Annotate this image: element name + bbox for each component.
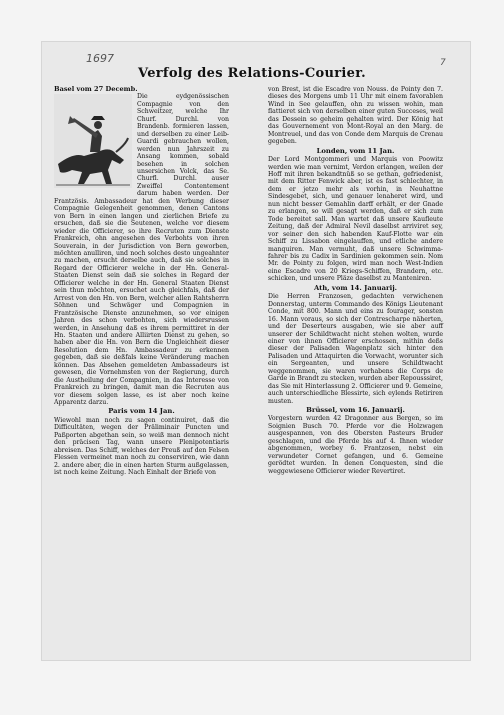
article-paris-body: Wiewohl man noch zu sagen continuiret, daß die Difficultäten, wegen der Präliminair Puncten und Paßporten abgethan sein, so weiß man dennoch nicht den präcisen Tag, wann unsere Plenipotentiaris abreisen. Das Schiff, welches der Preuß auf den Felsen Flessen vermeinet man noch zu conserviren, wie dann 2. andere aber, die in einen harten Sturm außgelassen, ist noch keine Zeitung. Nach Einhalt der Briefe von (54, 416, 229, 477)
article-london-body: Der Lord Montgommeri und Marquis von Poowitz werden wie man vernimt, Verdon erlangen, weilen der Hoff mit ihren bekandtnüß so se gethan, gefriedenist, mit dem Ritter Fenwick aber, ist es fast schlechter, in dem er jetzo mehr als vorhin, in Neuhattne Sindesgebet, sich, und genauer lenaheret wird, und nun nicht besser Gemahlin darff erhält, er der Gnade zu erlangen, so will gesagt werden, daß er sich zum Tode bereitet sall. Man wartet daß unsere Kaufleute Zeitung, daß der Admiral Nevil daselbst arriviret sey, vor seiner den sich habenden Kauf-Flotte war ein Schiff zu Lissabon eingelauffen, und etliche andere manquiren. Man vermuht, daß unsere Schwimma-fahrer bis zu Cadix in Sardinien gekommen sein. Nom Mr. de Pointy zu folgen, wird man noch West-Indien eine Escadre von 20 Kriegs-Schiffen, Brandern, etc. schicken, und unsere Pläze daselbst zu Manteniren. (268, 156, 443, 283)
horseman-woodcut-icon (54, 94, 132, 188)
article-ath-body: Die Herren Franzosen, gedachten verwichenen Donnerstag, unterm Commando des Königs Lieutenant Conde, mit 800. Mann und eins zu fourager, sonsten 16. Mann voraus, so sich der Contrescharpe näherten, und der Deserteurs ausgaben, wie sie aber auff unserer der Schildtwacht nicht stehen wolten, wurde einer von ihnen Officierer erschossen, mithin deßs dieser der Palisaden Wagenplatz sich hinter den Palisaden und Attaquirten die Vorwacht, worunter sich ein Sergeanten, und unsere Schildtwacht weggenommen, sie waren vorhabens die Corps de Garde in Brandt zu stecken, wurden aber Repousssiret, das Sie mit Hinterlassung 2. Officierer und 9. Gemeine, auch unterschiedliche Blessirte, sich eylends Retiriren musten. (268, 293, 443, 405)
dateline-ath: Ath, vom 14. Januarij. (313, 283, 398, 292)
dateline-london: Londen, vom 11 Jan. (316, 146, 395, 155)
left-column (54, 86, 229, 477)
dateline-basel: Basel vom 27 Decemb. (54, 85, 138, 93)
right-column (268, 86, 443, 475)
dateline-paris: Paris vom 14 Jan. (108, 407, 175, 416)
masthead-title: Verfolg des Relations-Courier. (138, 66, 366, 81)
handwritten-page-number: 7 (440, 58, 446, 68)
article-basel-body: Die eydgenössischen Compagnie von den Schweitzer, welche Ihr Churf. Durchl. von Brandenb. formieren lassen, und derselben zu einer Leib-Guardi gebrauchen wollen, werden nun Jahrszeit zu Ansang kommen, sobald besehen in solchen unsersichen Volck, das Se. Churfl. Durchl. auser Zweiffel Contentement darum haben werden. Der Frantzösis. Ambassadeur hat den Werbung dieser Compagnie Gelegenheit genommen, denen Cantons von Bern in einen langen und zierlichen Briefe zu ersuchen, daß sie die Seutenen, welche vor diesem wieder die Officierer, so ihre Recruten zum Dienste Frankreich, ohn angesehen des Verbohts von ihren Souverain, in der Jurisdiction von Bern geworben, möchten anulliren, und noch solches desto ungeahnter zu machen, ersucht derselbe auch, daß sie solches in Regard der Officierer welche in der Hn. General-Staaten Dienst sein daß sie solches in Regard der Officierer welche in der Hn. General Staaten Dienst sein thun möchten, ersuchet auch gleichfals, daß der Arrest von den Hn. von Bern, welcher allen Rahtsherrn Söhnen und Schwäger und Compagnien in Frantzösische Dienste anzunehmen, so vor einigen Jahren des schon verbohten, sich wiedersrussen werden, in Ansehung daß es ihrem permittiret in der Hn. Staaten und andere Alliirten Dienst zu gehen, so haben aber die Hn. von Bern die Ungleichheit dieser Resolution dem Hn. Ambassadeur zu erkennen gegeben, daß sie deßfals keine Veränderung machen können. Das Absehen gemeldeten Ambassadeurs ist gewesen, die Vornehmsten von der Regierung, durch die Austheilung der Compagnien, in das Interesse von Frankreich zu bringen, damit man die Recruten aus vor diesem solgen lasse, es ist aber noch keine Apparentz darzu. (54, 93, 229, 407)
dateline-brussels: Brüssel, vom 16. Januarij. (306, 406, 405, 415)
article-brussels-body: Vorgestern wurden 42 Dragonner aus Bergen, so im Soignien Busch 70. Pferde vor die Holzwagen ausgespannen, von des Obersten Pasteurs Bruder geschlagen, und die Pferde bis auf 4. Ihnen wieder abgenommen, worbey 6. Frantzosen, nebst ein verwundeter Cornet gefangen, und 6. Gemeine gerödtet wurden. In denen Conquesten, sind die weggewiesene Officierer wieder Revertiret. (268, 415, 443, 475)
article-brest-body: von Brest, ist die Escadre von Nouss. de Pointy den 7. dieses des Morgens umb 11 Uhr mit einem favorablen Wind in See gelauffen, ohn zu wissen wohin, man flattieret sich von derselben einer guten Succeses, weil das Dessein so geheim gehalten wird. Der König hat das Gouvernement von Mont-Royal an den Marg. de Montreuel, und das von Conde dem Marquis de Crenau gegeben. (268, 86, 443, 146)
handwritten-year-annotation: 1697 (86, 52, 114, 65)
